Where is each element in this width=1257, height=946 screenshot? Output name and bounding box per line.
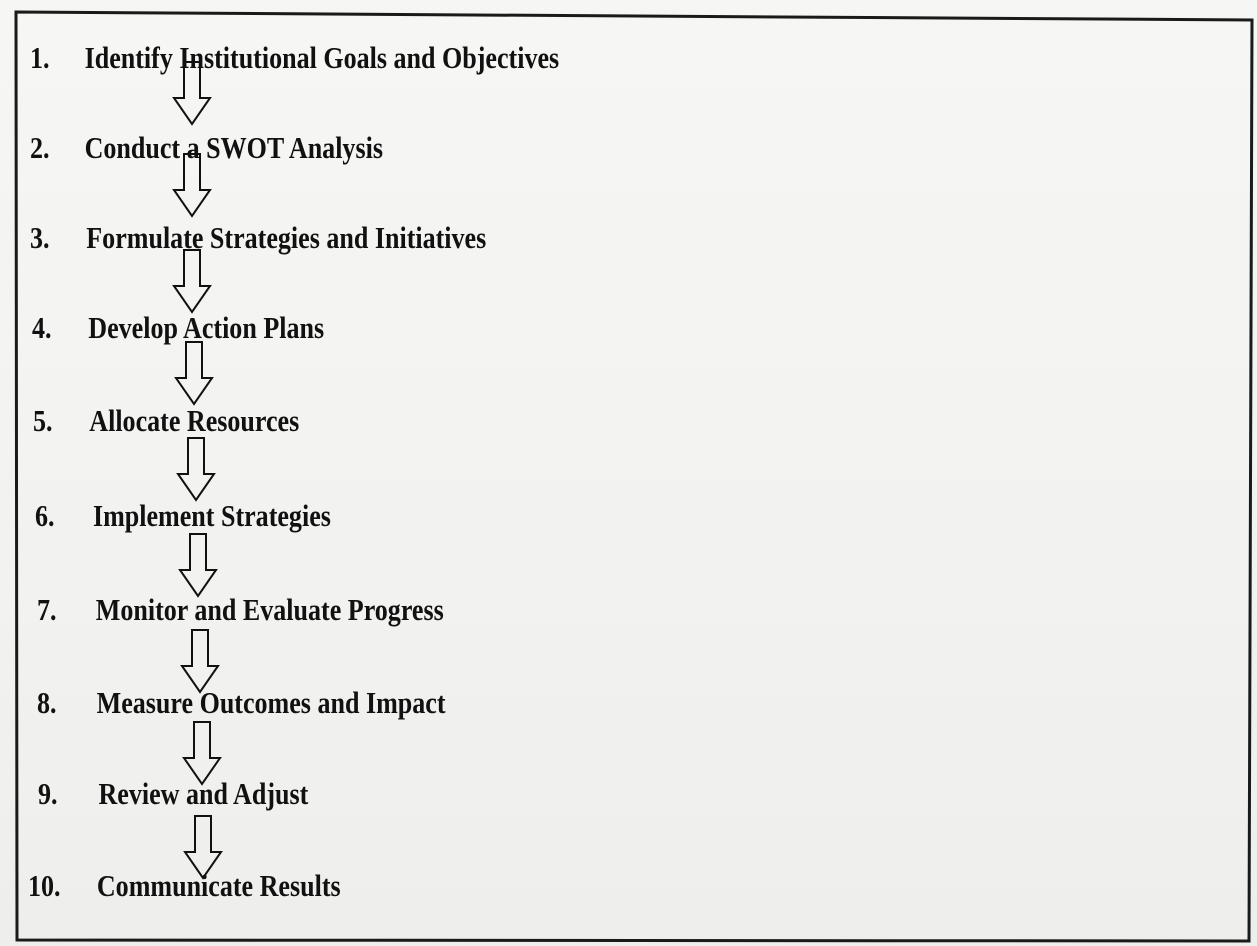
step-label: Develop Action Plans (88, 310, 325, 345)
step-6: 6. Implement Strategies (35, 498, 331, 533)
step-7: 7. Monitor and Evaluate Progress (37, 592, 444, 627)
down-arrow-icon (180, 628, 220, 694)
down-arrow-icon (183, 814, 223, 880)
down-arrow-icon (172, 152, 212, 218)
down-arrow-icon (176, 436, 216, 502)
step-label: Review and Adjust (98, 776, 309, 811)
step-3: 3. Formulate Strategies and Initiatives (30, 220, 487, 255)
down-arrow-icon (172, 60, 212, 126)
step-label: Conduct a SWOT Analysis (84, 130, 383, 165)
step-label: Measure Outcomes and Impact (96, 685, 446, 720)
step-label: Allocate Resources (89, 403, 300, 438)
down-arrow-icon (182, 720, 222, 786)
step-5: 5. Allocate Resources (33, 403, 300, 438)
down-arrow-icon (172, 248, 212, 314)
step-9: 9. Review and Adjust (38, 776, 309, 811)
step-4: 4. Develop Action Plans (32, 310, 325, 345)
down-arrow-icon (178, 532, 218, 598)
step-label: Monitor and Evaluate Progress (95, 592, 444, 627)
step-1: 1. Identify Institutional Goals and Objectives (30, 40, 560, 75)
step-label: Identify Institutional Goals and Objectives (84, 40, 560, 75)
step-10: 10. Communicate Results (28, 868, 341, 903)
step-label: Implement Strategies (92, 498, 331, 533)
step-label: Formulate Strategies and Initiatives (86, 220, 487, 255)
step-label: Communicate Results (96, 868, 341, 903)
step-8: 8. Measure Outcomes and Impact (37, 685, 446, 720)
step-2: 2. Conduct a SWOT Analysis (30, 130, 383, 165)
down-arrow-icon (174, 340, 214, 406)
